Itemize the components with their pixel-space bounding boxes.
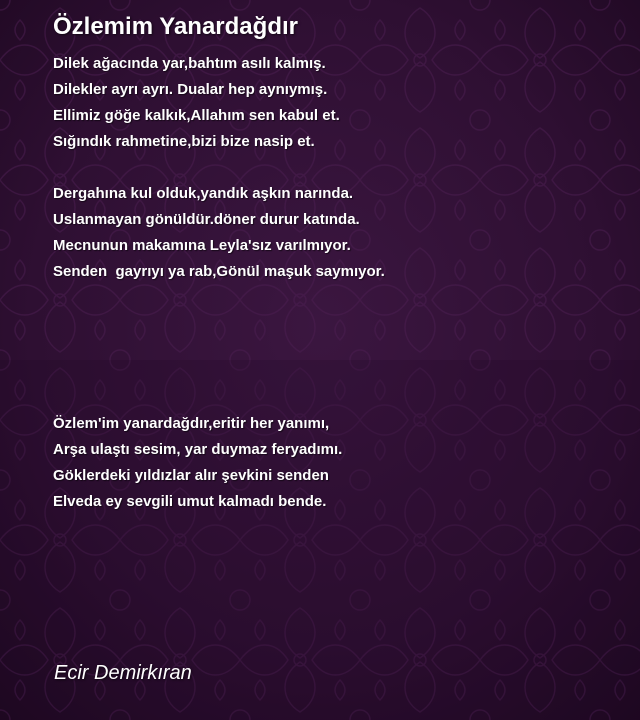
poem-line: Senden gayrıyı ya rab,Gönül maşuk saymıyor. <box>53 263 385 280</box>
poem-line: Sığındık rahmetine,bizi bize nasip et. <box>53 133 315 150</box>
poem-line: Dergahına kul olduk,yandık aşkın narında. <box>53 185 354 202</box>
poem-line: Özlem'im yanardağdır,eritir her yanımı, <box>53 415 330 432</box>
poem-author: Ecir Demirkıran <box>54 662 192 684</box>
poem-line: Mecnunun makamına Leyla'sız varılmıyor. <box>53 237 351 254</box>
poem-line: Ellimiz göğe kalkık,Allahım sen kabul et. <box>53 107 340 124</box>
poem-line: Göklerdeki yıldızlar alır şevkini senden <box>53 467 329 484</box>
poem-line: Elveda ey sevgili umut kalmadı bende. <box>53 493 327 510</box>
poem-line: Arşa ulaştı sesim, yar duymaz feryadımı. <box>53 441 343 458</box>
poem-line: Dilekler ayrı ayrı. Dualar hep aynıymış. <box>53 81 328 98</box>
poem-line: Uslanmayan gönüldür.döner durur katında. <box>53 211 360 228</box>
poem-title: Özlemim Yanardağdır <box>53 13 298 40</box>
stanza <box>53 411 342 515</box>
poem-line: Dilek ağacında yar,bahtım asılı kalmış. <box>53 55 326 72</box>
stanza <box>53 181 385 285</box>
stanza <box>53 51 340 155</box>
